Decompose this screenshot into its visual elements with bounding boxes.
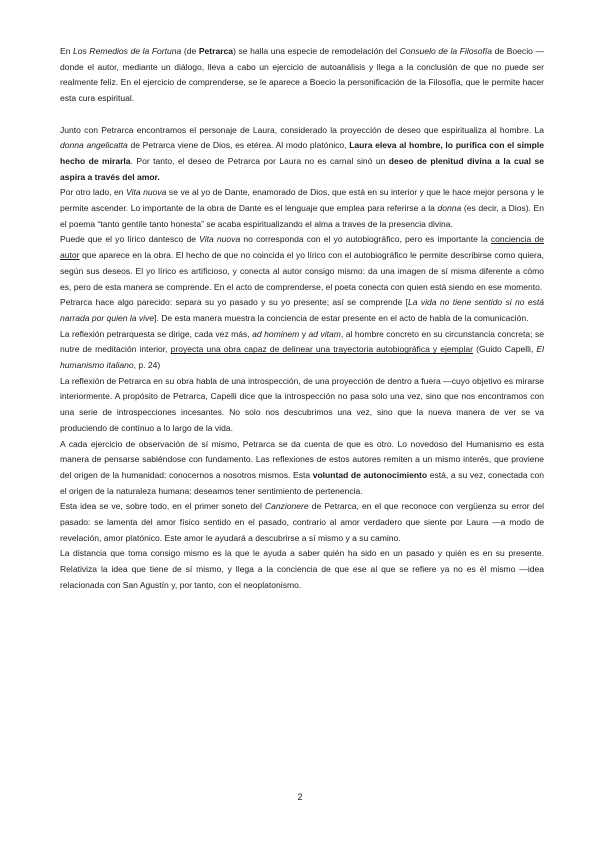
bold-phrase: voluntad de autonocimiento	[312, 469, 428, 480]
block-quote	[60, 327, 544, 374]
paragraph-petrarca-separa	[60, 295, 544, 326]
text-span: Por otro lado, en	[60, 187, 127, 198]
text-span: Petrarca hace algo parecido: separa su yo pasado y su yo presente; así se comprende [	[60, 297, 408, 308]
text-span: , p. 24)	[133, 360, 161, 371]
text-span: Esta idea se ve, sobre todo, en el primer soneto del	[60, 501, 265, 512]
text-span: En	[60, 46, 74, 56]
book-title-vita-nuova: Vita nuova	[199, 234, 241, 245]
text-span: , al hombre concreto en su circunstancia concreta; se nutre de meditación interior,	[60, 328, 544, 355]
text-span: Junto con Petrarca encontramos el personaje de Laura, considerado la proyección de deseo que espiritualiza al hombre. La	[60, 124, 544, 135]
text-span: que aparece en la obra. El hecho de que no coincida el yo lírico con el autobiográfico le permite describirse como quiera, según sus deseos. El yo lírico es artificioso, y conecta al autor consigo mismo: da una imagen de sí misma diferente a cómo es, pero de esta manera se comprende. En el acto de comprenderse, el poeta conecta con quien está siendo en ese momento.	[60, 250, 544, 292]
text-span: y	[299, 328, 309, 339]
text-span: está, a su vez, conectada con el origen de la naturaleza humana: deseamos tener sentimiento de pertenencia.	[60, 469, 544, 496]
bold-phrase: Laura eleva al hombre, lo purifica con el simple hecho de mirarla	[60, 140, 544, 166]
italic-term: donna	[437, 203, 462, 214]
text-span: de Petrarca, en el que reconoce con vergüenza su error del pasado: se lamenta del amor físico sentido en el pasado, contrario al amor verdadero que siente por Laura —a modo de revelación, amor platónico. Este amor le ayudará a descubrirse a sí mismo y a su camino.	[60, 501, 544, 543]
book-title-canzionere: Canzionere	[264, 501, 309, 512]
paragraph-reflexion: La reflexión de Petrarca en su obra habla de una introspección, de una proyección de dentro a fuera —cuyo objetivo es mirarse interiormente. A propósito de Petrarca, Capelli dice que la introspección no pasa solo una vez, sino que nos encontramos con una serie de introspecciones incesantes. No solo nos descubrimos una vez, sino que la nueva manera de ver se va produciendo de contínuo a lo largo de la vida.	[60, 375, 544, 433]
text-span: Puede que el yo lírico dantesco de	[60, 234, 200, 245]
book-title-remedios: Los Remedios de la Fortuna	[73, 46, 182, 56]
book-title-vita-nuova: Vita nuova	[126, 187, 167, 198]
paragraph-yo-lirico	[60, 232, 544, 295]
paragraph-observacion	[60, 437, 544, 500]
document-page	[60, 44, 544, 594]
paragraph-distancia: La distancia que toma consigo mismo es la que le ayuda a saber quién ha sido en un pasado y quién es en su presente. Relativiza la idea que tiene de sí mismo, y llega a la conciencia de que ese al que se refiere ya no es él mismo —idea relacionada con San Agustín y, por tanto, con el neoplatonismo.	[60, 548, 544, 590]
page-number: 2	[297, 792, 303, 802]
text-span: . Por tanto, el deseo de Petrarca por Laura no es carnal sinó un	[130, 155, 389, 166]
paragraph-soneto	[60, 499, 544, 546]
book-title-consuelo: Consuelo de la Filosofía	[399, 46, 493, 56]
underlined-phrase: conciencia de autor	[60, 234, 544, 261]
paragraph-gap	[60, 107, 544, 123]
text-span: ) se halla una especie de remodelación del	[233, 46, 400, 56]
author-petrarca: Petrarca	[198, 46, 234, 56]
latin-term: ad vitam	[308, 328, 341, 339]
italic-term: donna angelicatta	[60, 140, 128, 151]
italic-quote: La vida no tiene sentido si no está narrada por quien la vive	[60, 297, 544, 323]
text-span: A cada ejercicio de observación de sí mismo, Petrarca se da cuenta de que es otro. Lo novedoso del Humanismo es esta manera de pensarse sabiéndose con fundamento. Las reflexiones de estos autores remiten a un mismo interés, que proviene del origen de la humanidad: conocernos a nosotros mismos. Esta	[60, 438, 544, 480]
text-span: se ve al yo de Dante, enamorado de Dios, que está en su interior y que le hace mejor persona y le permite ascender. Lo importante de la obra de Dante es el lenguaje que emplea para referirse a la	[60, 187, 544, 214]
paragraph-laura	[60, 123, 544, 186]
text-span: de Boecio —donde el autor, mediante un diálogo, lleva a cabo un ejercicio de autoanálisis y llega a la conclusión de que no puede ser realmente feliz. En el ejercicio de comprenderse, se le aparece a Boecio la personificación de la Filosofía, que le permite hacer esta cura espiritual.	[60, 46, 544, 104]
text-span: (Guido Capelli,	[473, 344, 537, 355]
text-span: (es decir, a Dios). En el poema “tanto gentile tanto honesta” se acaba espiritualizando el alma a traves de la presencia divina.	[60, 203, 544, 229]
paragraph-dante	[60, 185, 544, 232]
text-span: (de	[181, 46, 199, 56]
text-span: no corresponda con el yo autobiográfico, pero es importante la	[240, 234, 491, 245]
text-span: ]. De esta manera muestra la conciencia de estar presente en el acto de habla de la comunicación.	[154, 312, 529, 323]
bold-phrase: deseo de plenitud divina a la cual se aspira a través del amor.	[60, 155, 545, 182]
text-span: de Petrarca viene de Dios, es etérea. Al modo platónico,	[127, 140, 350, 151]
underlined-phrase: proyecta una obra capaz de delinear una trayectoria autobiográfica y ejemplar	[170, 344, 474, 355]
paragraph-remedios	[60, 44, 544, 107]
latin-term: ad hominem	[252, 328, 300, 339]
book-title-humanismo: El humanismo italiano	[60, 344, 544, 371]
text-span: La reflexión petrarquesta se dirige, cada vez más,	[60, 328, 253, 339]
